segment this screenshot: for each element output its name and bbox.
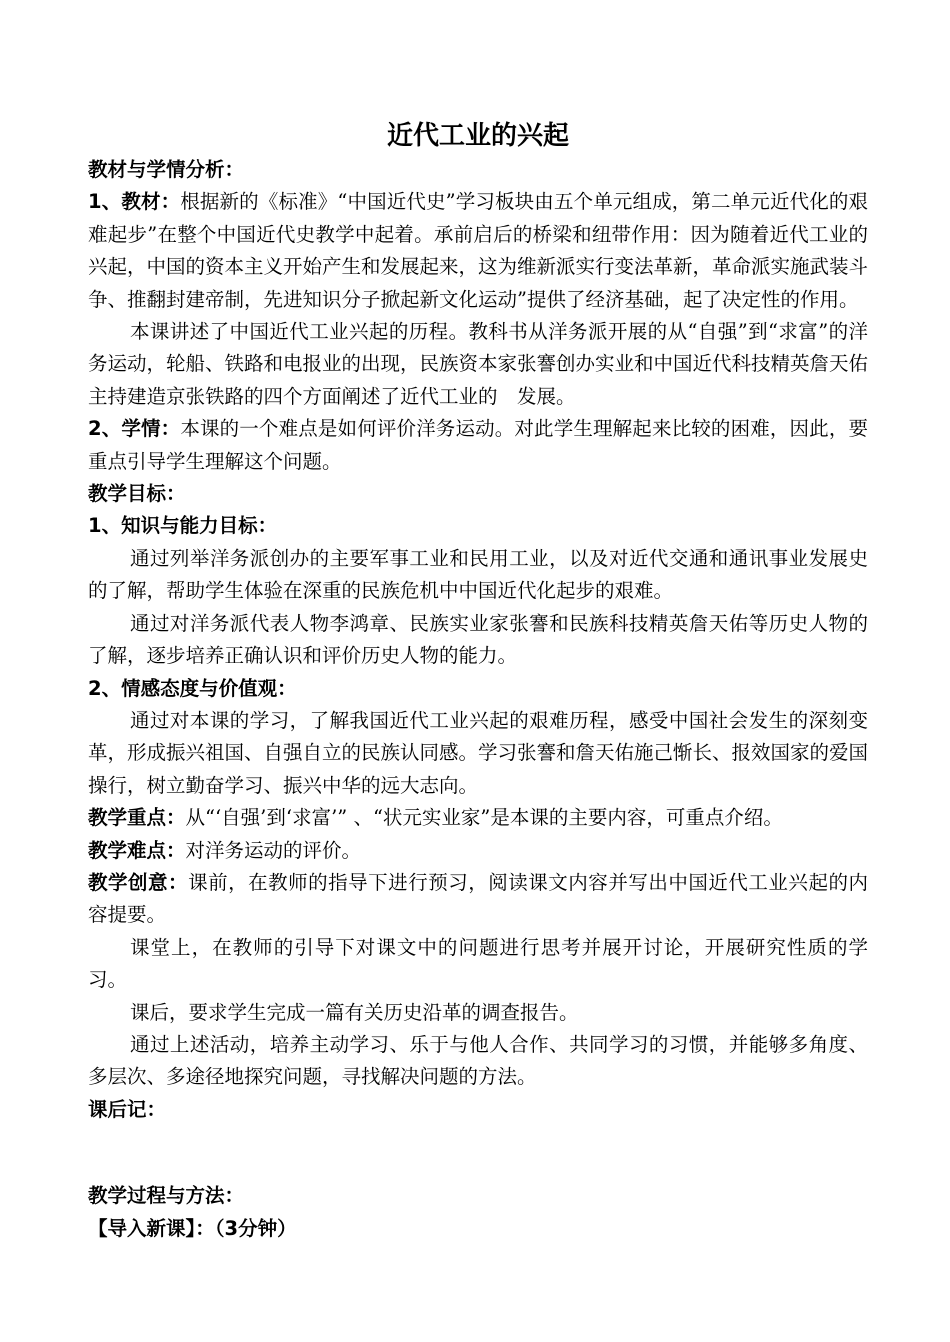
blank-space [88, 1126, 868, 1180]
emotion-paragraph: 通过对本课的学习，了解我国近代工业兴起的艰难历程，感受中国社会发生的深刻变革，形成振兴祖国、自强自立的民族认同感。学习张謇和詹天佑施己惭长、报效国家的爱国操行，树立勤奋学习、振兴中华的远大志向。 [88, 708, 869, 797]
creative-paragraph [88, 867, 868, 932]
knowledge-heading: 1、知识与能力目标： [88, 514, 278, 538]
textbook-paragraph [88, 186, 868, 316]
process-heading: 教学过程与方法： [88, 1184, 245, 1208]
creative-paragraph-2: 课堂上，在教师的引导下对课文中的问题进行思考并展开讨论，开展研究性质的学习。 [88, 935, 868, 992]
emotion-heading: 2、情感态度与价值观： [88, 676, 297, 700]
creative-label: 教学创意： [88, 870, 189, 894]
learner-label: 2、学情： [88, 417, 181, 441]
lesson-summary: 本课讲述了中国近代工业兴起的历程。教科书从洋务派开展的从“自强”到“求富”的洋务运动，轮船、铁路和电报业的出现，民族资本家张謇创办实业和中国近代科技精英詹天佑主持建造京张铁路的四个方面阐述了近代工业的 发展。 [88, 320, 869, 408]
learner-text: 本课的一个难点是如何评价洋务运动。对此学生理解起来比较的困难，因此，要重点引导学生理解这个问题。 [88, 417, 868, 473]
knowledge-paragraph-2: 通过对洋务派代表人物李鸿章、民族实业家张謇和民族科技精英詹天佑等历史人物的了解，逐步培养正确认识和评价历史人物的能力。 [88, 611, 868, 668]
textbook-text: 根据新的《标准》“中国近代史”学习板块由五个单元组成，第二单元近代化的艰难起步”在整个中国近代史教学中起着。承前启后的桥梁和纽带作用：因为随着近代工业的兴起，中国的资本主义开始产生和发展起来，这为维新派实行变法革新，革命派实施武装斗争、推翻封建帝制，先进知识分子掀起新文化运动”提供了经济基础，起了决定性的作用。 [88, 190, 869, 311]
textbook-label: 1、教材： [88, 190, 181, 214]
page-title: 近代工业的兴起 [386, 121, 569, 151]
key-point-label: 教学重点： [88, 806, 186, 830]
goals-heading: 教学目标： [88, 482, 186, 506]
difficulty-label: 教学难点： [88, 838, 186, 862]
learner-paragraph [88, 413, 868, 478]
key-point-text: 从“‘自强’到‘求富’” 、“状元实业家”是本课的主要内容，可重点介绍。 [185, 806, 783, 830]
key-point-paragraph [88, 802, 868, 834]
creative-paragraph-3: 课后，要求学生完成一篇有关历史沿革的调查报告。 [130, 1000, 579, 1024]
intro-heading: 【导入新课】：（3分钟） [88, 1216, 297, 1240]
analysis-heading: 教材与学情分析： [88, 158, 245, 181]
document-body [88, 118, 868, 1245]
knowledge-paragraph-1: 通过列举洋务派创办的主要军事工业和民用工业，以及对近代交通和通讯事业发展史的了解，帮助学生体验在深重的民族危机中中国近代化起步的艰难。 [88, 546, 868, 603]
difficulty-paragraph [88, 835, 868, 867]
difficulty-text: 对洋务运动的评价。 [185, 838, 362, 862]
creative-text: 课前，在教师的指导下进行预习，阅读课文内容并写出中国近代工业兴起的内容提要。 [88, 870, 868, 927]
postscript-heading: 课后记： [88, 1097, 167, 1121]
creative-paragraph-4: 通过上述活动，培养主动学习、乐于与他人合作、共同学习的习惯，并能够多角度、多层次、多途径地探究问题，寻找解决问题的方法。 [88, 1032, 868, 1089]
